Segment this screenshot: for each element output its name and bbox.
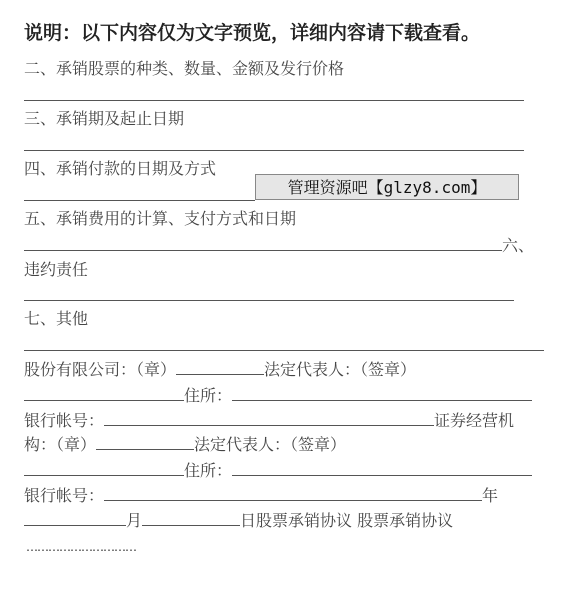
- legal-rep-label: 法定代表人：（签章）: [264, 360, 417, 379]
- section-5-blank-row: [24, 234, 534, 257]
- fill-in-blank: [24, 459, 184, 476]
- ellipsis: …………………………: [26, 540, 136, 554]
- fill-in-blank: [24, 384, 184, 401]
- address-label: 住所：: [184, 386, 233, 405]
- fill-in-blank: [24, 234, 502, 251]
- year-label: 年: [482, 486, 499, 505]
- fill-in-blank: [176, 358, 264, 375]
- month-label: 月: [126, 511, 143, 530]
- party2-seal-line: [24, 433, 346, 456]
- fill-in-blank: [104, 484, 482, 501]
- fill-in-blank: [24, 350, 544, 351]
- party2-address-line: [24, 459, 532, 482]
- section-2-heading: 二、承销股票的种类、数量、金额及发行价格: [24, 59, 345, 78]
- party1-address-line: [24, 384, 532, 407]
- fill-in-blank: [142, 509, 240, 526]
- section-6-number: 六、: [502, 236, 535, 255]
- company-seal-label: 股份有限公司：（章）: [24, 360, 177, 379]
- preview-notice: 说明：以下内容仅为文字预览，详细内容请下载查看。: [24, 22, 481, 44]
- section-6-heading: 违约责任: [24, 260, 89, 279]
- party1-bank-line: [24, 409, 514, 432]
- fill-in-blank: [24, 150, 524, 151]
- legal-rep-label-2: 法定代表人：（签章）: [194, 435, 347, 454]
- fill-in-blank: [24, 200, 255, 201]
- party2-bank-line: [24, 484, 498, 507]
- bank-account-label: 银行帐号：: [24, 411, 105, 430]
- section-3-heading: 三、承销期及起止日期: [24, 109, 185, 128]
- fill-in-blank: [232, 459, 532, 476]
- party1-seal-line: [24, 358, 416, 381]
- address-label-2: 住所：: [184, 461, 233, 480]
- fill-in-blank: [24, 300, 514, 301]
- date-title-line: [24, 509, 453, 532]
- bank-account-label-2: 银行帐号：: [24, 486, 105, 505]
- fill-in-blank: [104, 409, 434, 426]
- fill-in-blank: [232, 384, 532, 401]
- section-5-heading: 五、承销费用的计算、支付方式和日期: [24, 209, 297, 228]
- securities-org-seal-label: 构：（章）: [24, 435, 97, 454]
- section-4-heading: 四、承销付款的日期及方式: [24, 159, 217, 178]
- fill-in-blank: [24, 100, 524, 101]
- fill-in-blank: [24, 509, 126, 526]
- day-and-title: 日股票承销协议 股票承销协议: [240, 511, 454, 530]
- securities-org-label: 证券经营机: [434, 411, 515, 430]
- section-7-heading: 七、其他: [24, 309, 89, 328]
- watermark-banner: 管理资源吧【glzy8.com】: [255, 174, 519, 200]
- fill-in-blank: [96, 433, 194, 450]
